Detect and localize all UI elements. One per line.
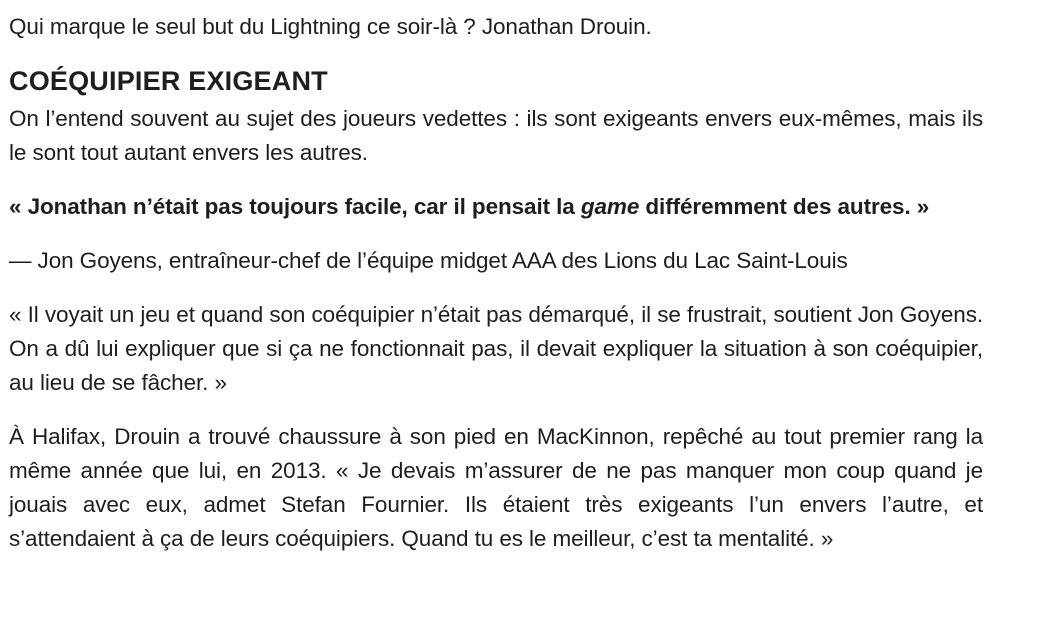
pull-quote-emphasis: game <box>580 194 640 219</box>
pull-quote-end: différemment des autres. » <box>639 194 930 219</box>
article-body <box>9 10 983 576</box>
section-heading: COÉQUIPIER EXIGEANT <box>9 66 328 96</box>
pull-quote <box>9 190 983 224</box>
body-paragraph-goyens: « Il voyait un jeu et quand son coéquipier n’était pas démarqué, il se frustrait, soutient Jon Goyens. On a dû lui expliquer que si ça ne fonctionnait pas, il devait expliquer la situation à son coéquipier, au lieu de se fâcher. » <box>9 302 983 395</box>
lead-paragraph: Qui marque le seul but du Lightning ce soir-là ? Jonathan Drouin. <box>9 14 652 39</box>
intro-paragraph: On l’entend souvent au sujet des joueurs vedettes : ils sont exigeants envers eux-mêmes, mais ils le sont tout autant envers les autres. <box>9 106 983 165</box>
body-paragraph-halifax: À Halifax, Drouin a trouvé chaussure à son pied en MacKinnon, repêché au tout premier rang la même année que lui, en 2013. « Je devais m’assurer de ne pas manquer mon coup quand je jouais avec eux, admet Stefan Fournier. Ils étaient très exigeants l’un envers l’autre, et s’attendaient à ça de leurs coéquipiers. Quand tu es le meilleur, c’est ta mentalité. » <box>9 424 983 551</box>
pull-quote-start: « Jonathan n’était pas toujours facile, car il pensait la <box>9 194 581 219</box>
quote-attribution: — Jon Goyens, entraîneur-chef de l’équipe midget AAA des Lions du Lac Saint-Louis <box>9 248 848 273</box>
